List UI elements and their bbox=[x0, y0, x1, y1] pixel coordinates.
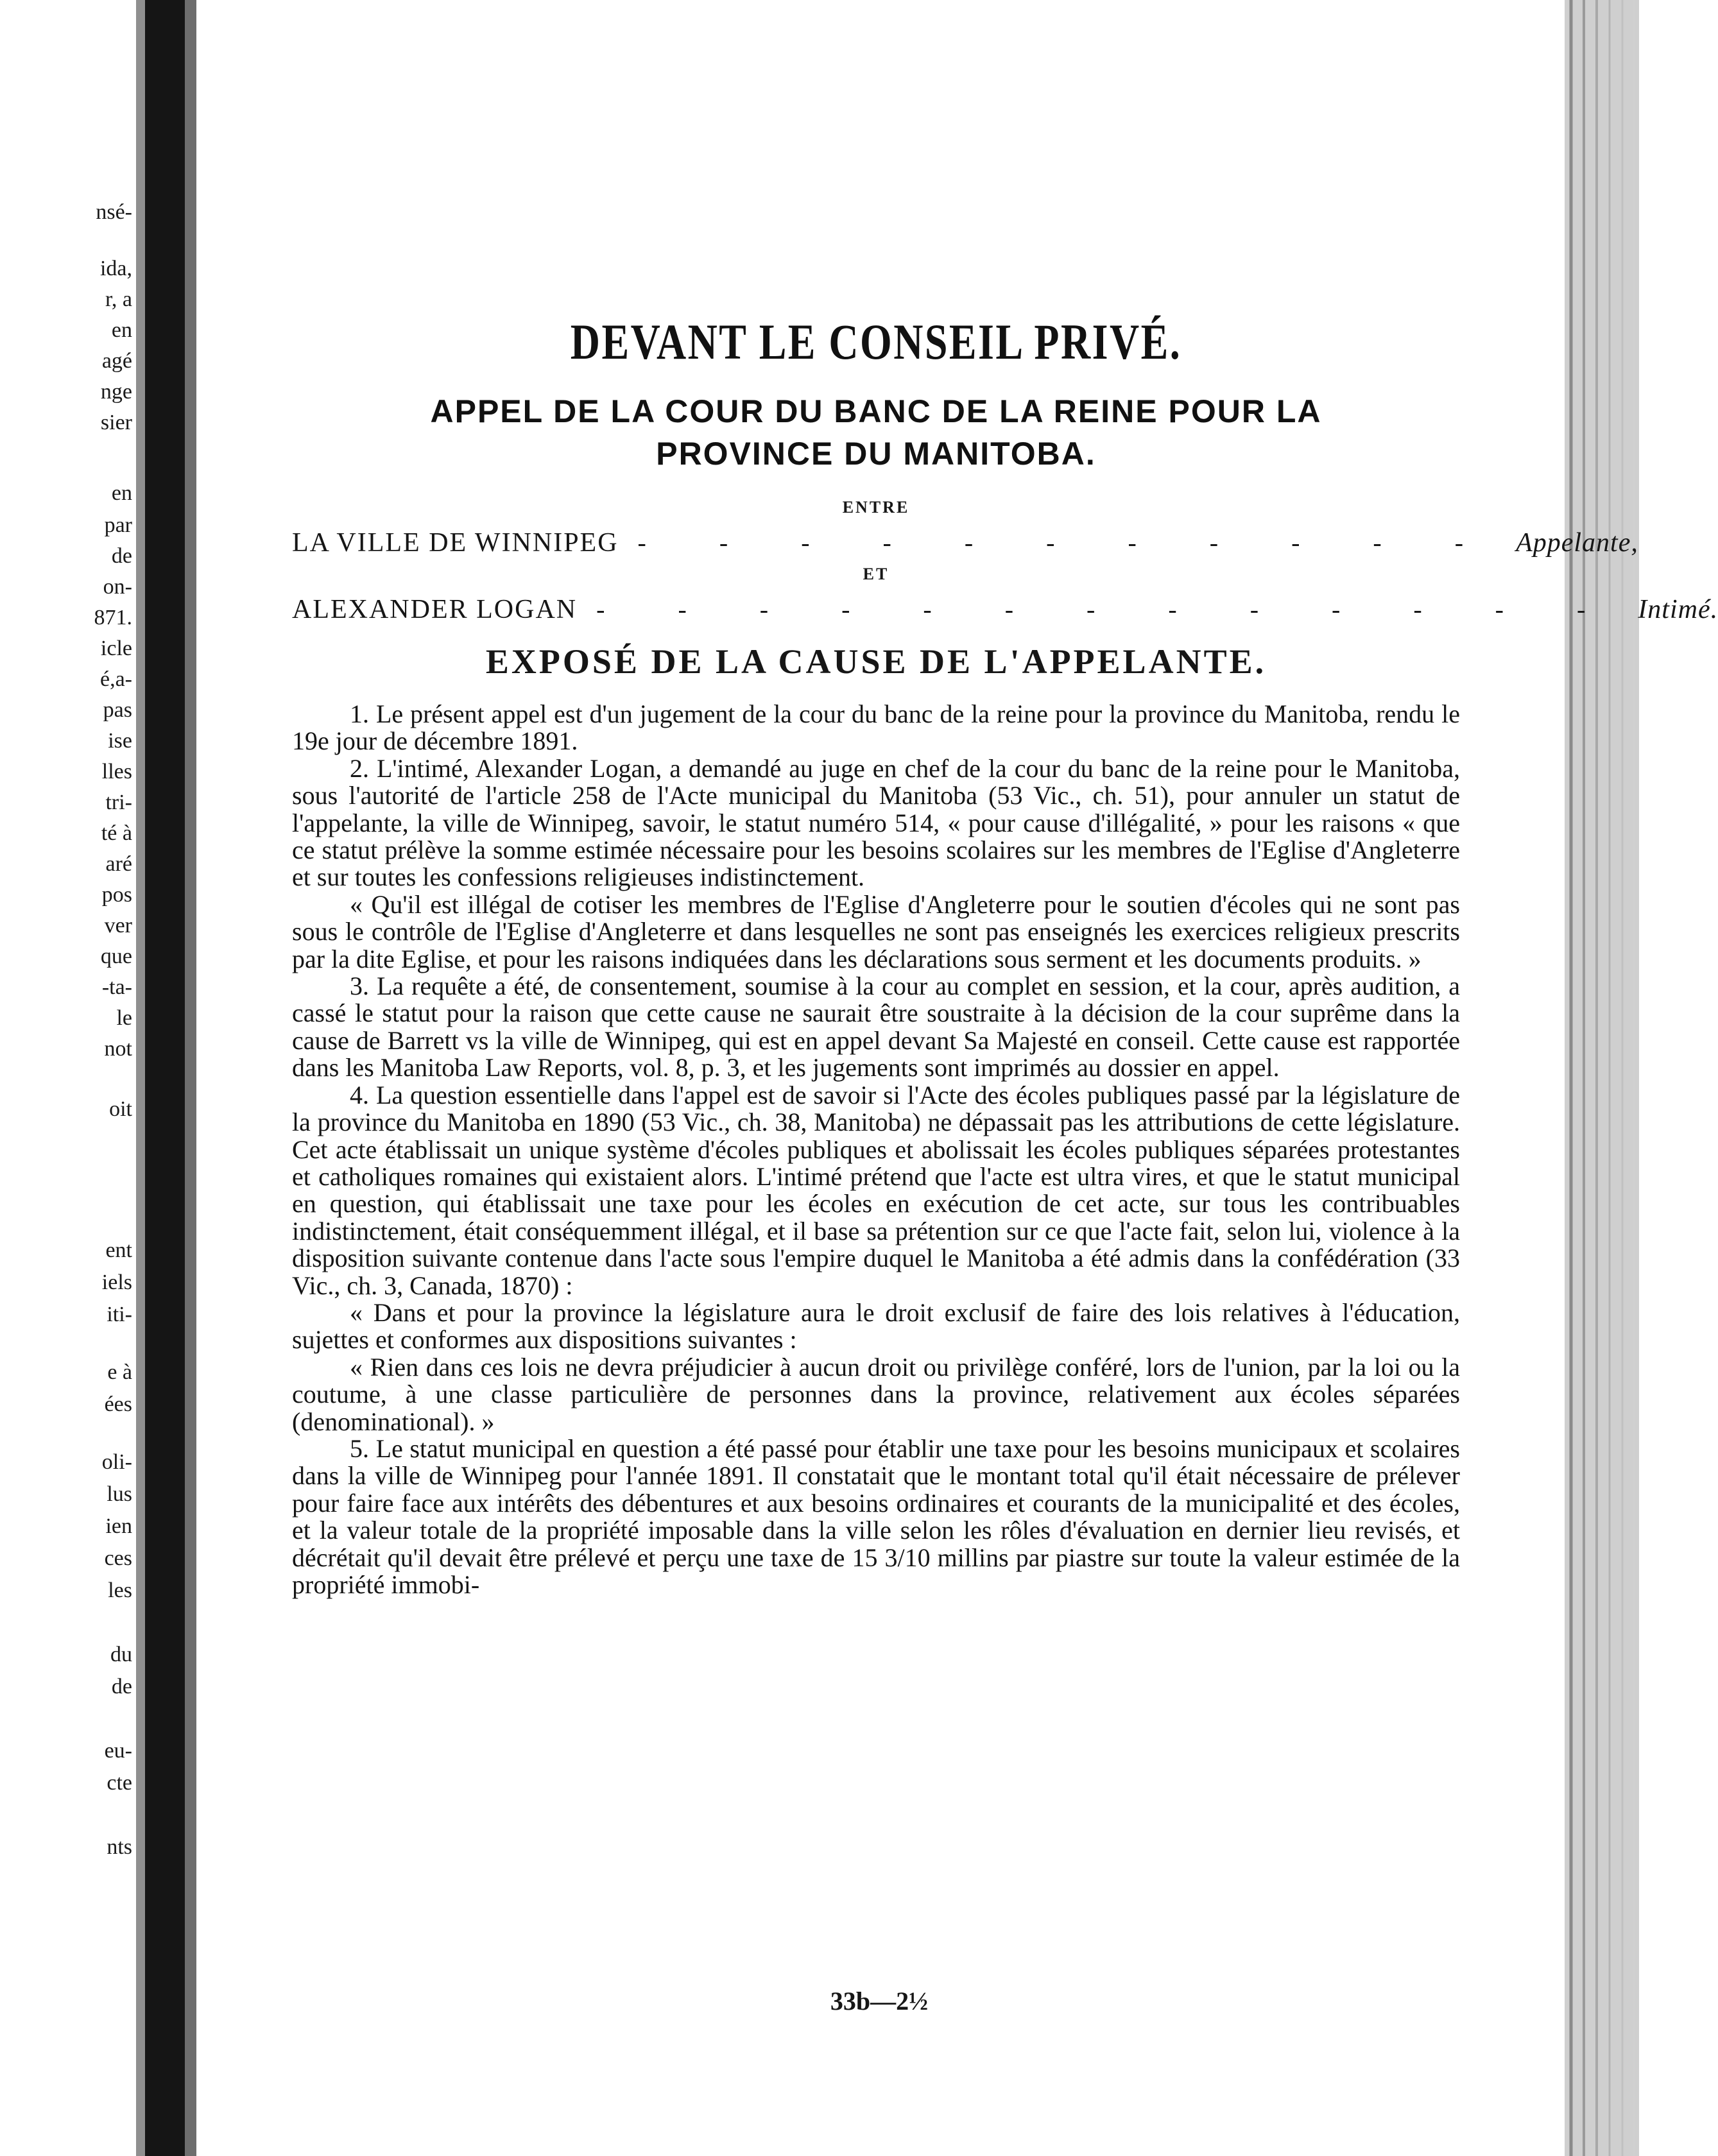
leader-dashes: - - - - - - - - - - - - - bbox=[596, 595, 1619, 624]
paragraph: « Dans et pour la province la législature aura le droit exclusif de faire des lois relatives à l'éducation, sujettes et conformes aux dispositions suivantes : bbox=[292, 1297, 1460, 1355]
paragraph: 2. L'intimé, Alexander Logan, a demandé au juge en chef de la cour du banc de la reine pour le Manitoba, sous l'autorité de l'article 258 de l'Acte municipal du Manitoba (53 Vic., ch. 51), pour annuler un statut de l'appelante, la ville de Winnipeg, savoir, le statut numéro 514, « pour cause d'illégalité, » pour les raisons « que ce statut prélève la somme estimée nécessaire pour les besoins scolaires sur les membres de l'Eglise d'Angleterre et sur toutes les confessions religieuses indistinctement. bbox=[292, 753, 1460, 892]
left-page-line: nsé- bbox=[96, 200, 132, 224]
left-page-line: ces bbox=[104, 1546, 132, 1570]
document-content bbox=[292, 313, 1718, 1599]
left-page-line: cte bbox=[107, 1771, 132, 1795]
left-page-line: de bbox=[111, 544, 132, 568]
conjunction-label: ET bbox=[863, 565, 889, 583]
paragraph: 5. Le statut municipal en question a été passé pour établir une taxe pour les besoins municipaux et scolaires dans la ville de Winnipeg pour l'année 1891. Il constatait que le montant total qu'il était nécessaire de prélever pour faire face aux intérêts des débentures et aux besoins ordinaires et courants de la municipalité et des écoles, et la valeur totale de la propriété imposable dans la ville selon les rôles d'évaluation en dernier lieu revisés, et décrétait qu'il devait être prélevé et perçu une taxe de 15 3/10 millins par piastre sur toute la valeur estimée de la propriété immobi- bbox=[292, 1433, 1460, 1599]
left-page-line: par bbox=[104, 513, 132, 537]
paragraph: 3. La requête a été, de consentement, soumise à la cour au complet en session, et la cour, après audition, a cassé le statut pour la raison que cette cause ne saurait être soustraite à la décision de la cour suprême dans la cause de Barrett vs la ville de Winnipeg, qui est en appel devant Sa Majesté en conseil. Cette cause est rapportée dans les Manitoba Law Reports, vol. 8, p. 3, et les jugements sont imprimés au dossier en appel. bbox=[292, 971, 1460, 1082]
left-page-line: nge bbox=[100, 380, 132, 404]
left-page-line: é,a- bbox=[99, 667, 132, 691]
page-title: DEVANT LE CONSEIL PRIVÉ. bbox=[570, 314, 1182, 370]
left-page-line: eu- bbox=[104, 1739, 132, 1763]
appellant-name: LA VILLE DE WINNIPEG bbox=[292, 528, 619, 558]
appellant-role: Appelante, bbox=[1516, 528, 1638, 558]
left-page-line: lles bbox=[101, 760, 132, 783]
book-page-edges bbox=[1565, 0, 1639, 2156]
page-subtitle bbox=[292, 390, 1460, 475]
appellant-row bbox=[292, 527, 1638, 558]
left-page-line: du bbox=[110, 1643, 132, 1666]
left-page-line: oli- bbox=[101, 1450, 132, 1474]
leader-dashes: - - - - - - - - - - - bbox=[637, 528, 1497, 557]
left-page-line: r, a bbox=[105, 287, 132, 311]
left-page-line: 871. bbox=[94, 606, 132, 629]
left-page-line: pos bbox=[101, 883, 132, 907]
left-page-line: not bbox=[104, 1037, 132, 1061]
left-page-line: que bbox=[100, 945, 132, 968]
left-page-line: sier bbox=[100, 411, 132, 434]
respondent-role: Intimé. bbox=[1638, 595, 1718, 624]
left-page-line: de bbox=[111, 1675, 132, 1698]
body-text bbox=[292, 701, 1460, 1598]
left-page-line: té à bbox=[101, 821, 132, 845]
subtitle-line: PROVINCE DU MANITOBA. bbox=[656, 436, 1096, 472]
left-page-line: ise bbox=[108, 729, 132, 753]
document-page bbox=[186, 0, 1718, 2156]
left-page-line: ées bbox=[104, 1392, 132, 1416]
left-page-line: iti- bbox=[107, 1303, 132, 1326]
left-page-line: ien bbox=[105, 1514, 132, 1538]
left-page-line: ver bbox=[104, 914, 132, 937]
left-page-line: on- bbox=[103, 575, 132, 599]
left-page-line: agé bbox=[101, 349, 132, 373]
subtitle-line: APPEL DE LA COUR DU BANC DE LA REINE POUR LA bbox=[430, 393, 1322, 429]
respondent-name: ALEXANDER LOGAN bbox=[292, 595, 578, 624]
section-heading: EXPOSÉ DE LA CAUSE DE L'APPELANTE. bbox=[485, 642, 1267, 681]
left-page-line: oit bbox=[109, 1097, 132, 1121]
paragraph: 4. La question essentielle dans l'appel est de savoir si l'Acte des écoles publiques passé par la législature de la province du Manitoba en 1890 (53 Vic., ch. 38, Manitoba) ne dépassait pas les attributions de cette législature. Cet acte établissait un unique système d'écoles publiques et abolissait les écoles publiques séparées protestantes et catholiques romaines qui existaient alors. L'intimé prétend que l'acte est ultra vires, et que le statut municipal en question, qui établissait une taxe pour les écoles en exécution de cet acte, sur tous les contribuables indistinctement, était conséquemment illégal, et il base sa prétention sur ce que l'acte fait, selon lui, violence à la disposition suivante contenue dans l'acte sous l'empire duquel le Manitoba a été admis dans la confédération (33 Vic., ch. 3, Canada, 1870) : bbox=[292, 1080, 1460, 1300]
left-page-line: nts bbox=[107, 1835, 132, 1859]
between-label: ENTRE bbox=[842, 498, 910, 517]
left-page-line: aré bbox=[105, 852, 132, 876]
left-page-line: en bbox=[111, 481, 132, 505]
paragraph: 1. Le présent appel est d'un jugement de la cour du banc de la reine pour la province du Manitoba, rendu le 19e jour de décembre 1891. bbox=[292, 699, 1460, 756]
left-page-line: les bbox=[108, 1579, 132, 1602]
book-binding-gutter bbox=[145, 0, 185, 2156]
page-number: 33b—2½ bbox=[830, 1987, 929, 2015]
respondent-row bbox=[292, 594, 1718, 625]
left-page-line: ent bbox=[105, 1238, 132, 1262]
left-page-line: pas bbox=[103, 698, 132, 722]
left-page-line: le bbox=[116, 1006, 132, 1030]
left-page-line: ida, bbox=[99, 257, 132, 280]
left-page-line: e à bbox=[107, 1360, 132, 1384]
left-page-line: -ta- bbox=[101, 975, 132, 999]
left-page-line: lus bbox=[107, 1482, 132, 1506]
paragraph: « Rien dans ces lois ne devra préjudicier à aucun droit ou privilège conféré, lors de l'union, par la loi ou la coutume, à une classe particulière de personnes dans la province, relativement aux écoles séparées (denominational). » bbox=[292, 1352, 1460, 1436]
left-page-line: tri- bbox=[105, 791, 132, 814]
left-page-line: iels bbox=[101, 1270, 132, 1294]
paragraph: « Qu'il est illégal de cotiser les membres de l'Eglise d'Angleterre pour le soutien d'écoles qui ne sont pas sous le contrôle de l'Eglise d'Angleterre et dans lesquelles ne sont pas enseignés les exercices religieux prescrits par la dite Eglise, et pour les raisons indiquées dans les déclarations sous serment et les documents produits. » bbox=[292, 889, 1460, 973]
gutter-shadow-left bbox=[136, 0, 145, 2156]
left-page-line: en bbox=[111, 318, 132, 342]
left-page-line: icle bbox=[100, 637, 132, 660]
